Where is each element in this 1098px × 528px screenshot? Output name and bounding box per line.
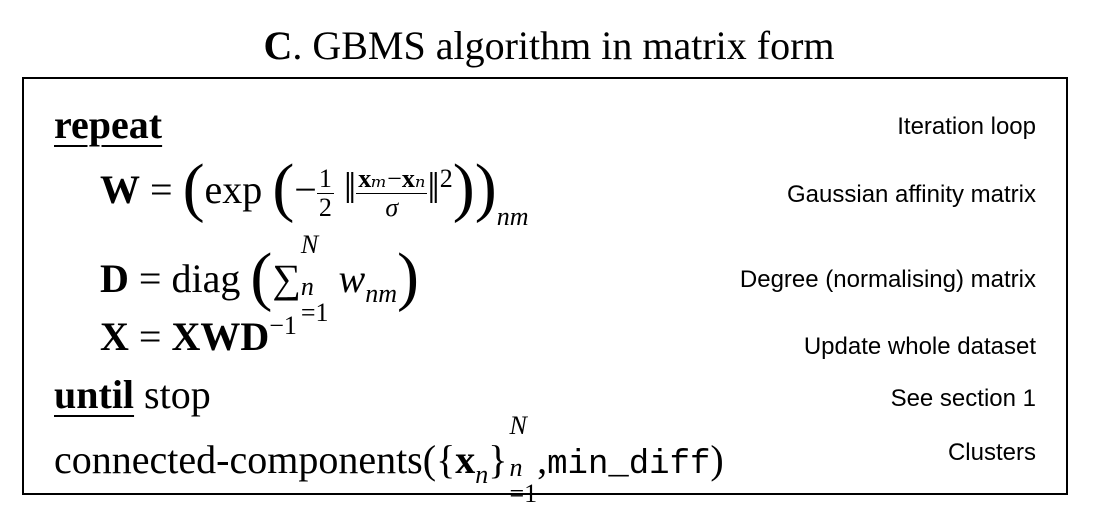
comment-iteration-loop: Iteration loop — [897, 113, 1036, 140]
until-keyword: until — [54, 372, 135, 417]
figure-title-text: . GBMS algorithm in matrix form — [292, 23, 835, 68]
update-equation: $X = XWD^{-1}$ — [100, 311, 297, 359]
algorithm-box — [22, 77, 1068, 508]
cc-function: connected-components( — [54, 437, 437, 483]
comment-update-dataset: Update whole dataset — [803, 333, 1036, 360]
comment-clusters: Clusters — [947, 439, 1036, 466]
comment-degree-matrix: Degree (normalising) matrix — [739, 266, 1036, 293]
clusters-statement: connected-$components(\{x_n\}$ N n =1 ,min_diff) — [54, 411, 724, 508]
until-statement — [54, 371, 211, 418]
comment-see-section: See section 1 — [890, 385, 1036, 412]
until-condition: stop — [144, 372, 211, 417]
cc-close: ) — [710, 437, 724, 483]
figure-title — [0, 22, 1098, 69]
cc-argument: min_diff — [547, 446, 711, 485]
degree-equation: D = diag (∑ N n =1 $w_{nm}$) — [100, 230, 419, 327]
comment-gaussian-affinity: Gaussian affinity matrix — [787, 181, 1036, 208]
figure-label: C — [263, 23, 293, 68]
affinity-equation: W = (exp (− $\frac{1}{2}$ ‖ $\frac{\text{xₘ−xₙ}}{\sigma}$ $‖^2))_{nm}$ — [100, 151, 529, 231]
repeat-keyword: repeat — [54, 102, 163, 147]
